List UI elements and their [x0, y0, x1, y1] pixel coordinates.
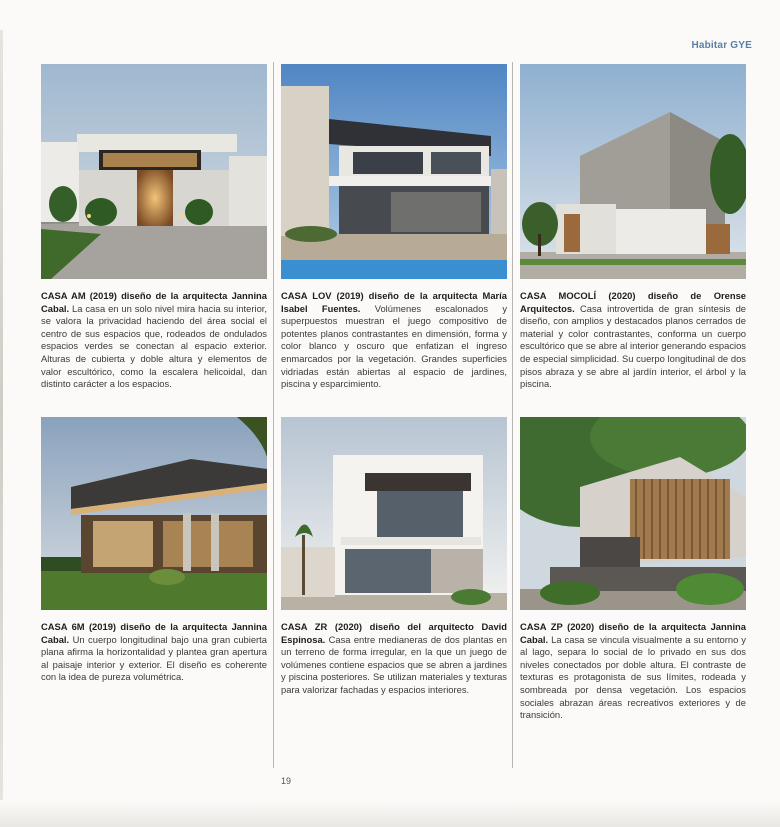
project-description [281, 290, 507, 391]
project-card-casa-mocoli [520, 64, 746, 391]
page-number: 19 [281, 776, 292, 786]
page-bottom-edge [0, 801, 780, 827]
project-title: CASA ZP (2020) diseño de la arquitecta Jannina Cabal. [520, 621, 746, 645]
project-body: Un cuerpo longitudinal bajo una gran cubierta plana afirma la horizontalidad y plantea gran apertura al paisaje interior y exterior. El diseño es coherente con la idea de pureza volumétrica. [41, 633, 267, 683]
project-description [41, 621, 267, 684]
project-card-casa-6m [41, 417, 267, 684]
photo-casa-zp [520, 417, 746, 610]
photo-casa-zr [281, 417, 507, 610]
project-description [41, 290, 267, 391]
project-body: Casa entre medianeras de dos plantas en un terreno de forma irregular, en la que un juego de volúmenes contiene espacios que se abren a jardines y piscina posteriores. Se utilizan materiales y texturas para valorizar fachadas y espacios interiores. [281, 633, 507, 695]
project-body: Casa introvertida de gran síntesis de diseño, con amplios y destacados planos cerrados de material y color contrastantes, conforma un cuerpo escultórico que se abre al interior generando espacios de especial simplicidad. Su cuerpo longitudinal de dos pisos abraza y se abre al jardín interior, el árbol y la piscina. [520, 302, 746, 390]
column-divider [273, 62, 274, 768]
photo-casa-am [41, 64, 267, 279]
project-card-casa-zr [281, 417, 507, 697]
column-divider [512, 62, 513, 768]
photo-casa-mocoli [520, 64, 746, 279]
photo-casa-6m [41, 417, 267, 610]
project-body: La casa se vincula visualmente a su entorno y al lago, separa lo social de lo privado en sus dos niveles conectados por doble altura. El contraste de texturas es protagonista de sus límites, rodeada y sombreada por densa vegetación. Los espacios sociales abrazan áreas recreativos exteriores y de transición. [520, 633, 746, 721]
project-card-casa-zp [520, 417, 746, 722]
project-title: CASA AM (2019) diseño de la arquitecta Jannina Cabal. [41, 290, 267, 314]
project-title: CASA MOCOLÍ (2020) diseño de Orense Arquitectos. [520, 290, 746, 314]
page-binding-edge [0, 30, 3, 800]
project-body: Volúmenes escalonados y superpuestos muestran el juego compositivo de potentes planos contrastantes en dimensión, forma y color blanco y oscuro que enfatizan el ingreso enmarcados por la vegetación. Grandes superficies vidriadas están abiertas al espacio de jardines, piscina y esparcimiento. [281, 302, 508, 390]
project-title: CASA ZR (2020) diseño del arquitecto David Espinosa. [281, 621, 507, 645]
project-description [520, 290, 746, 391]
project-card-casa-lov [281, 64, 507, 391]
project-description [281, 621, 507, 697]
project-title: CASA 6M (2019) diseño de la arquitecta Jannina Cabal. [41, 621, 267, 645]
project-title: CASA LOV (2019) diseño de la arquitecta María Isabel Fuentes. [281, 290, 507, 314]
photo-casa-lov [281, 64, 507, 279]
project-body: La casa en un solo nivel mira hacia su interior, se valora la privacidad haciendo del área social el centro de sus espacios que, rodeados de ondulados espacios verdes se conectan al espacio exterior. Alturas de cubierta y doble altura y elementos de valor escultórico, como la escalera helicoidal, dan distinto carácter a los espacios. [41, 302, 267, 390]
project-description [520, 621, 746, 722]
project-card-casa-am [41, 64, 267, 391]
section-tag: Habitar GYE [691, 40, 752, 51]
